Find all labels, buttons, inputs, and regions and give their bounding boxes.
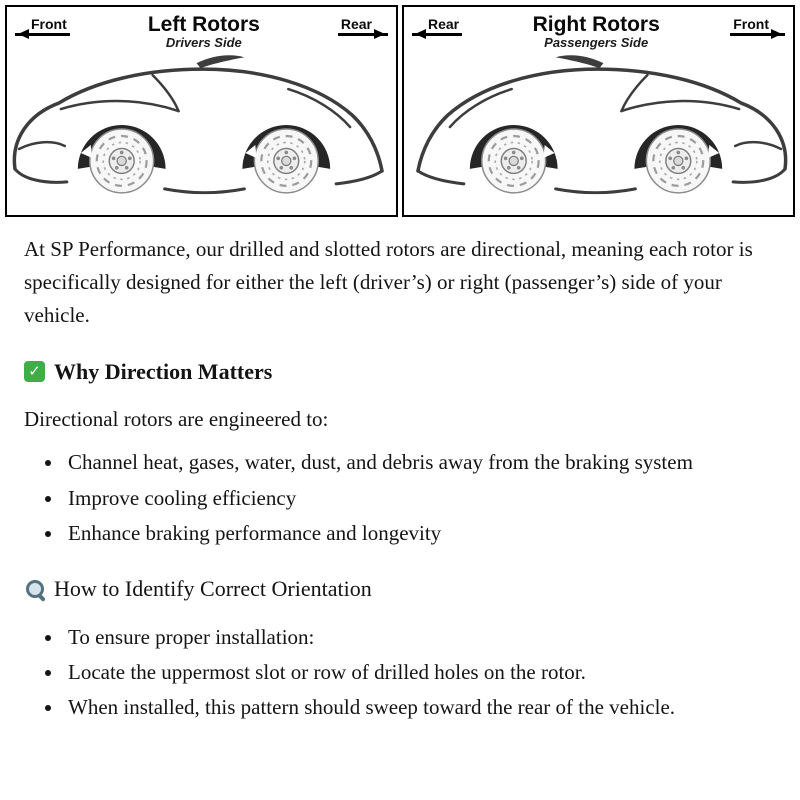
panel-title: Right Rotors bbox=[532, 13, 660, 36]
panel-right-rotors bbox=[402, 5, 795, 217]
car-illustration-right bbox=[404, 50, 793, 212]
right-arrow-icon bbox=[374, 29, 385, 39]
list-item: • Enhance braking performance and longevity bbox=[64, 517, 772, 550]
right-arrow-icon bbox=[771, 29, 782, 39]
direction-text: Rear bbox=[428, 16, 460, 32]
panel-left-rotors bbox=[5, 5, 398, 217]
rear-rotor bbox=[482, 129, 546, 193]
car-illustration-left bbox=[7, 50, 396, 212]
rotor-direction-diagram bbox=[5, 5, 795, 217]
front-direction-label bbox=[15, 16, 70, 36]
section1-lead: Directional rotors are engineered to: bbox=[24, 407, 329, 432]
panel-title: Left Rotors bbox=[147, 13, 260, 36]
section-heading-why-direction-matters bbox=[24, 355, 772, 390]
left-arrow-icon bbox=[415, 29, 426, 39]
magnifier-icon bbox=[24, 578, 47, 601]
panel-subtitle: Passengers Side bbox=[544, 35, 649, 51]
rotation-label: Rotation bbox=[263, 113, 310, 130]
front-rotor bbox=[646, 129, 710, 193]
list-item: • Channel heat, gases, water, dust, and debris away from the braking system bbox=[64, 446, 772, 479]
left-arrow-icon bbox=[18, 29, 29, 39]
list-item: • To ensure proper installation: bbox=[64, 621, 772, 654]
check-icon bbox=[24, 361, 45, 382]
left-panel-header bbox=[7, 7, 396, 50]
list-item: • Improve cooling efficiency bbox=[64, 482, 772, 515]
rear-direction-label bbox=[338, 16, 388, 36]
list-item: • Locate the uppermost slot or row of drilled holes on the rotor. bbox=[64, 656, 772, 689]
section2-bullet-list bbox=[64, 621, 772, 725]
rear-direction-label bbox=[412, 16, 462, 36]
car-body-right bbox=[418, 56, 786, 193]
intro-paragraph: At SP Performance, our drilled and slotted rotors are directional, meaning each rotor is specifically designed for either the left (driver’s) or right (passenger’s) side of your vehicle. bbox=[24, 237, 753, 328]
rotation-label: Rotation bbox=[98, 113, 145, 130]
left-panel-titles bbox=[70, 14, 338, 50]
rotation-label: Rotation bbox=[490, 113, 537, 130]
panel-subtitle: Drivers Side bbox=[165, 35, 242, 51]
front-rotor bbox=[90, 129, 154, 193]
rotation-label: Rotation bbox=[655, 113, 702, 130]
direction-text: Front bbox=[733, 16, 769, 32]
rear-rotor bbox=[254, 129, 318, 193]
right-panel-header bbox=[404, 7, 793, 50]
article-body bbox=[0, 217, 800, 724]
heading-text: How to Identify Correct Orientation bbox=[54, 575, 372, 601]
direction-text: Front bbox=[31, 16, 67, 32]
section1-bullet-list bbox=[64, 446, 772, 550]
front-direction-label bbox=[730, 16, 785, 36]
list-item: • When installed, this pattern should sweep toward the rear of the vehicle. bbox=[64, 691, 772, 724]
heading-text: Why Direction Matters bbox=[54, 358, 273, 384]
car-body-left bbox=[14, 56, 382, 193]
section-heading-identify-orientation bbox=[24, 572, 772, 607]
right-panel-titles bbox=[462, 14, 730, 50]
direction-text: Rear bbox=[340, 16, 372, 32]
